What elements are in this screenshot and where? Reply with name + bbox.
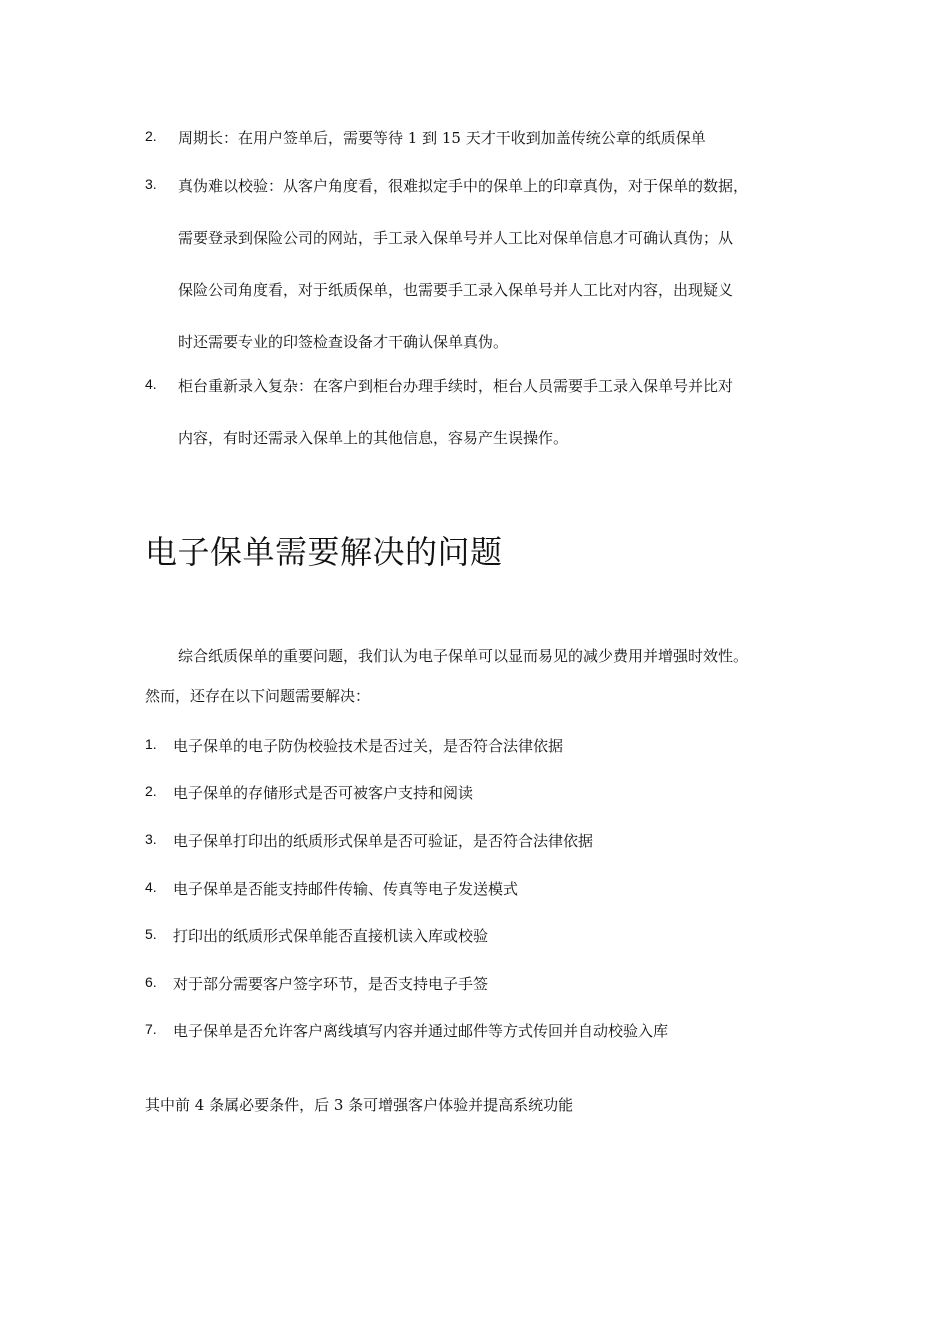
summary-paragraph [145,1095,825,1135]
issue-item-5 [145,926,825,946]
list-number: 4. [145,376,157,392]
issue-item-3 [145,831,825,851]
list-number: 4. [145,879,157,895]
list-number: 5. [145,926,157,942]
list-item-4 [145,376,825,448]
list-item-text-line: 柜台重新录入复杂：在客户到柜台办理手续时，柜台人员需要手工录入保单号并比对 [178,377,734,395]
issue-item-2 [145,783,825,803]
intro-line: 然而，还存在以下问题需要解决： [145,687,371,705]
list-item-text-line: 时还需要专业的印签检查设备才干确认保单真伪。 [178,333,509,351]
issue-text: 电子保单是否能支持邮件传输、传真等电子发送模式 [173,880,519,898]
issue-text: 电子保单的电子防伪校验技术是否过关，是否符合法律依据 [173,737,564,755]
summary-text: 其中前 4 条属必要条件，后 3 条可增强客户体验并提高系统功能 [145,1096,574,1114]
list-item-2 [145,128,825,148]
issue-text: 对于部分需要客户签字环节，是否支持电子手签 [173,975,489,993]
issue-item-4 [145,879,825,899]
list-item-3 [145,176,825,352]
list-number: 3. [145,176,157,192]
intro-paragraph [145,646,825,726]
list-number: 2. [145,783,157,799]
list-item-text-line: 保险公司角度看，对于纸质保单，也需要手工录入保单号并人工比对内容，出现疑义 [178,281,734,299]
list-item-text-line: 需要登录到保险公司的网站，手工录入保单号并人工比对保单信息才可确认真伪；从 [178,229,734,247]
list-number: 3. [145,831,157,847]
list-item-text-line: 真伪难以校验：从客户角度看，很难拟定手中的保单上的印章真伪，对于保单的数据， [178,177,749,195]
section-heading: 电子保单需要解决的问题 [145,533,503,571]
intro-line: 综合纸质保单的重要问题，我们认为电子保单可以显而易见的减少费用并增强时效性。 [178,647,749,665]
issue-text: 电子保单是否允许客户离线填写内容并通过邮件等方式传回并自动校验入库 [173,1022,669,1040]
list-number: 2. [145,128,157,144]
list-item-text-line: 内容，有时还需录入保单上的其他信息，容易产生误操作。 [178,429,569,447]
list-item-text: 周期长：在用户签单后，需要等待 1 到 15 天才干收到加盖传统公章的纸质保单 [178,129,706,147]
issue-item-6 [145,974,825,994]
list-number: 1. [145,736,157,752]
list-number: 6. [145,974,157,990]
issue-text: 电子保单的存储形式是否可被客户支持和阅读 [173,784,474,802]
issue-text: 电子保单打印出的纸质形式保单是否可验证，是否符合法律依据 [173,832,594,850]
issue-item-7 [145,1021,825,1041]
issue-text: 打印出的纸质形式保单能否直接机读入库或校验 [173,927,489,945]
list-number: 7. [145,1021,157,1037]
issue-item-1 [145,736,825,756]
